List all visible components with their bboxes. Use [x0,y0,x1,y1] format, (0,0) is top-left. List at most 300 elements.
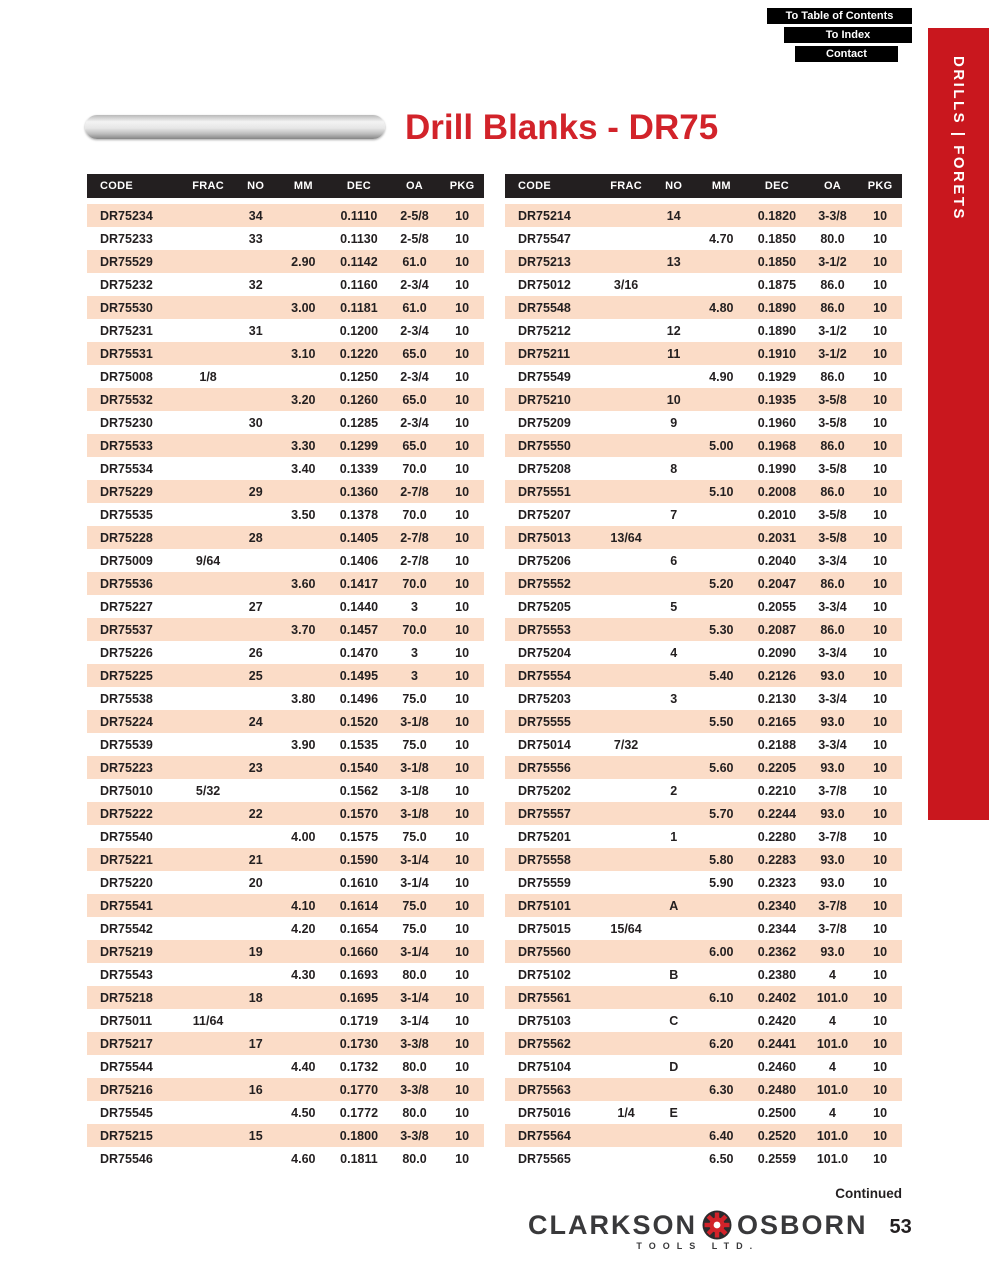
table-cell: DR75229 [100,484,153,499]
table-cell: 0.1535 [339,737,379,752]
table-cell: DR75548 [518,300,571,315]
table-cell: 0.2210 [757,783,797,798]
table-cell: 10 [873,714,888,729]
table-cell: 10 [455,277,470,292]
column-header-no: NO [247,180,265,192]
table-cell: 3 [411,668,418,683]
to-index-button[interactable]: To Index [784,27,912,43]
table-cell: 14 [666,208,681,223]
table-cell: 10 [666,392,681,407]
table-cell: 2-7/8 [400,553,429,568]
table-cell: DR75561 [518,990,571,1005]
table-cell: C [669,1013,679,1028]
table-row [505,802,902,825]
table-cell: DR75232 [100,277,153,292]
table-cell: 5.40 [709,668,734,683]
table-cell: 22 [248,806,263,821]
table-cell: 10 [455,392,470,407]
table-cell: 0.1935 [757,392,797,407]
table-header-row [505,174,902,198]
table-cell: DR75554 [518,668,571,683]
table-cell: 10 [455,714,470,729]
table-cell: 2.90 [291,254,316,269]
table-cell: 3-5/8 [818,530,847,545]
table-cell: 3-1/8 [400,714,429,729]
table-cell: DR75206 [518,553,571,568]
table-cell: 10 [873,1059,888,1074]
table-cell: 0.1732 [339,1059,379,1074]
table-cell: 86.0 [820,576,845,591]
column-header-frac: FRAC [610,180,642,192]
table-cell: 3-1/4 [400,990,429,1005]
table-header-row [87,174,484,198]
table-cell: 10 [455,231,470,246]
table-cell: 0.1160 [340,277,378,292]
table-cell: 25 [248,668,263,683]
table-cell: 3-1/2 [818,254,847,269]
table-cell: 0.1285 [339,415,379,430]
brand-subtitle: TOOLS LTD. [636,1241,760,1251]
table-row [505,986,902,1009]
table-row [87,250,484,273]
table-cell: B [669,967,679,982]
table-cell: 0.1654 [339,921,379,936]
table-cell: 3.30 [291,438,316,453]
table-cell: 27 [248,599,263,614]
table-row [505,894,902,917]
table-cell: 0.1660 [339,944,379,959]
table-cell: 12 [666,323,681,338]
table-cell: DR75204 [518,645,571,660]
table-cell: 3/16 [613,277,639,292]
table-cell: 3-1/4 [400,1013,429,1028]
table-cell: 23 [248,760,263,775]
table-cell: 3-3/8 [400,1128,429,1143]
table-cell: DR75214 [518,208,571,223]
table-cell: DR75212 [518,323,571,338]
table-cell: 4 [829,1105,836,1120]
table-cell: 6.20 [709,1036,734,1051]
page-number: 53 [889,1216,912,1238]
table-cell: DR75219 [100,944,153,959]
table-cell: 4.10 [291,898,316,913]
table-cell: 10 [455,921,470,936]
table-cell: 0.1360 [339,484,379,499]
table-cell: DR75540 [100,829,153,844]
table-row [505,204,902,227]
table-cell: DR75535 [100,507,153,522]
table-cell: DR75531 [100,346,153,361]
table-cell: 0.1540 [339,760,379,775]
table-cell: 3.20 [291,392,316,407]
table-cell: 0.1181 [340,300,378,315]
table-cell: 101.0 [816,1082,849,1097]
table-cell: 0.1496 [339,691,379,706]
table-cell: DR75222 [100,806,153,821]
table-cell: 93.0 [820,668,845,683]
table-row [87,1101,484,1124]
table-cell: 10 [455,530,470,545]
table-row [505,296,902,319]
table-cell: 34 [248,208,263,223]
nav-links [767,8,912,62]
table-cell: 10 [455,415,470,430]
table-body [87,204,484,1170]
table-cell: DR75224 [100,714,153,729]
table-row [505,940,902,963]
table-cell: 10 [873,392,888,407]
table-row [505,595,902,618]
table-cell: 10 [873,622,888,637]
table-cell: 3-7/8 [818,829,847,844]
table-cell: 10 [455,300,470,315]
table-cell: 6 [670,553,678,568]
table-cell: 10 [873,599,888,614]
table-cell: 0.1440 [339,599,379,614]
table-cell: 10 [873,852,888,867]
table-cell: 3-1/8 [400,783,429,798]
table-cell: 86.0 [820,622,845,637]
table-cell: DR75534 [100,461,153,476]
table-row [505,365,902,388]
table-cell: 6.40 [709,1128,734,1143]
table-cell: 10 [873,415,888,430]
page-title: Drill Blanks - DR75 [405,108,719,147]
table-row [505,457,902,480]
table-cell: 10 [873,875,888,890]
table-cell: 0.1417 [339,576,379,591]
table-cell: 75.0 [402,691,427,706]
table-row [505,917,902,940]
table-cell: 0.1220 [339,346,379,361]
table-cell: 0.2460 [757,1059,797,1074]
table-cell: E [669,1105,678,1120]
table-row [87,595,484,618]
table-cell: 4.30 [291,967,316,982]
table-cell: DR75228 [100,530,153,545]
table-cell: 0.1719 [339,1013,379,1028]
table-cell: DR75562 [518,1036,571,1051]
table-cell: DR75538 [100,691,153,706]
table-cell: 65.0 [402,438,427,453]
table-row [87,641,484,664]
table-cell: 3-1/2 [818,346,847,361]
table-cell: 10 [873,369,888,384]
table-cell: DR75103 [518,1013,571,1028]
table-cell: 10 [455,645,470,660]
table-cell: 80.0 [402,967,427,982]
table-cell: 2 [670,783,678,798]
table-cell: 0.2420 [757,1013,797,1028]
table-cell: 0.2244 [757,806,797,821]
table-cell: 86.0 [820,277,845,292]
table-row [87,825,484,848]
gear-logo-icon [702,1210,732,1240]
table-cell: 0.1890 [757,300,797,315]
table-cell: 0.1260 [339,392,379,407]
table-cell: DR75544 [100,1059,153,1074]
table-cell: 2-3/4 [400,323,429,338]
table-cell: 3 [411,599,418,614]
table-cell: 13 [666,254,681,269]
table-cell: DR75551 [518,484,571,499]
table-cell: 6.30 [709,1082,734,1097]
table-cell: DR75213 [518,254,571,269]
table-cell: 0.1130 [340,231,378,246]
table-cell: DR75011 [100,1013,153,1028]
table-cell: DR75217 [100,1036,153,1051]
table-cell: 10 [873,323,888,338]
table-cell: DR75208 [518,461,571,476]
table-cell: 0.1590 [339,852,379,867]
table-cell: 9/64 [195,553,221,568]
table-row [505,411,902,434]
table-cell: 101.0 [816,990,849,1005]
table-cell: 2-3/4 [400,369,429,384]
table-cell: 5.20 [709,576,734,591]
table-cell: 10 [455,668,470,683]
table-cell: 0.2087 [757,622,797,637]
table-cell: DR75202 [518,783,571,798]
table-cell: 0.1772 [339,1105,379,1120]
table-row [505,1147,902,1170]
table-cell: DR75012 [518,277,571,292]
table-cell: 0.2559 [757,1151,797,1166]
table-cell: 3-5/8 [818,461,847,476]
column-header-pkg: PKG [867,180,893,192]
table-cell: 93.0 [820,806,845,821]
table-cell: DR75550 [518,438,571,453]
table-row [87,802,484,825]
table-cell: 10 [873,783,888,798]
table-cell: 3-3/4 [818,691,847,706]
table-cell: DR75101 [518,898,571,913]
table-cell: 61.0 [402,254,427,269]
table-body [505,204,902,1170]
table-cell: 10 [873,484,888,499]
table-row [87,296,484,319]
table-cell: 3-3/4 [818,737,847,752]
table-cell: 6.10 [709,990,734,1005]
table-cell: 10 [455,1013,470,1028]
table-cell: 93.0 [820,760,845,775]
product-table-right [505,174,902,1170]
table-cell: 75.0 [402,921,427,936]
table-cell: 86.0 [820,369,845,384]
table-cell: 0.2344 [757,921,797,936]
table-cell: 3.40 [291,461,316,476]
table-cell: 10 [455,783,470,798]
table-cell: DR75537 [100,622,153,637]
table-cell: 10 [455,346,470,361]
table-cell: 70.0 [402,461,427,476]
column-header-no: NO [665,180,683,192]
table-row [87,319,484,342]
table-cell: DR75533 [100,438,153,453]
table-cell: 10 [873,277,888,292]
table-cell: DR75010 [100,783,153,798]
table-cell: 0.1250 [339,369,379,384]
table-cell: DR75016 [518,1105,571,1120]
table-cell: 3.60 [291,576,316,591]
table-cell: 80.0 [402,1059,427,1074]
table-row [505,825,902,848]
table-cell: 10 [455,967,470,982]
table-cell: D [669,1059,679,1074]
column-header-dec: DEC [346,180,371,192]
table-cell: DR75207 [518,507,571,522]
table-cell: 10 [455,1082,470,1097]
table-cell: 10 [455,806,470,821]
table-cell: 10 [873,208,888,223]
table-cell: 2-3/4 [400,277,429,292]
table-cell: 0.1470 [339,645,379,660]
table-cell: 10 [873,668,888,683]
table-row [87,1055,484,1078]
table-cell: 10 [455,691,470,706]
table-cell: 10 [455,484,470,499]
table-cell: 3-5/8 [818,415,847,430]
table-cell: 75.0 [402,829,427,844]
table-cell: 3-1/8 [400,806,429,821]
table-row [505,273,902,296]
table-row [505,480,902,503]
table-cell: 3-3/8 [400,1082,429,1097]
table-cell: 0.1200 [339,323,379,338]
table-cell: 3.50 [291,507,316,522]
table-cell: 10 [873,1013,888,1028]
table-cell: DR75557 [518,806,571,821]
table-cell: 0.2283 [757,852,797,867]
column-header-dec: DEC [764,180,789,192]
table-cell: 10 [455,461,470,476]
table-cell: 0.1770 [339,1082,379,1097]
product-table-left [87,174,484,1170]
table-row [505,756,902,779]
table-cell: 0.1142 [340,254,378,269]
table-cell: 10 [873,1036,888,1051]
table-cell: 10 [455,1105,470,1120]
table-cell: 10 [873,921,888,936]
table-row [505,1032,902,1055]
table-row [505,1078,902,1101]
table-cell: 10 [873,967,888,982]
table-row [505,733,902,756]
table-cell: 7 [670,507,678,522]
table-cell: 1/4 [617,1105,635,1120]
table-cell: 10 [873,760,888,775]
table-cell: 3-3/8 [818,208,847,223]
table-cell: DR75560 [518,944,571,959]
table-cell: 16 [248,1082,263,1097]
table-cell: 10 [873,1105,888,1120]
table-cell: DR75565 [518,1151,571,1166]
table-cell: DR75555 [518,714,571,729]
table-cell: 10 [455,944,470,959]
column-header-oa: OA [405,180,424,192]
table-row [505,687,902,710]
table-cell: 10 [455,438,470,453]
table-cell: 0.2441 [757,1036,797,1051]
table-cell: 10 [455,369,470,384]
table-cell: 10 [873,530,888,545]
table-cell: 10 [873,231,888,246]
table-cell: DR75014 [518,737,571,752]
table-cell: 10 [455,507,470,522]
table-cell: 0.1968 [757,438,797,453]
table-row [87,434,484,457]
table-cell: 11 [667,346,681,361]
table-cell: 4.60 [291,1151,316,1166]
table-cell: 0.2340 [757,898,797,913]
table-cell: 3.70 [291,622,316,637]
table-cell: DR75205 [518,599,571,614]
table-row [87,204,484,227]
table-cell: 3.90 [291,737,316,752]
table-cell: 5.30 [709,622,734,637]
to-table-of-contents-button[interactable]: To Table of Contents [767,8,912,24]
table-row [505,1009,902,1032]
table-cell: DR75225 [100,668,153,683]
table-cell: 3-5/8 [818,392,847,407]
table-row [505,250,902,273]
table-row [87,457,484,480]
table-cell: 5/32 [195,783,221,798]
table-row [87,480,484,503]
table-cell: 5.00 [709,438,734,453]
table-cell: DR75226 [100,645,153,660]
table-cell: 0.2165 [757,714,797,729]
table-row [505,434,902,457]
table-cell: 80.0 [820,231,845,246]
table-cell: 1 [670,829,678,844]
table-row [505,710,902,733]
table-cell: 0.1299 [339,438,379,453]
table-cell: DR75203 [518,691,571,706]
table-cell: 0.1850 [757,231,797,246]
table-cell: 0.2323 [757,875,797,890]
table-cell: 10 [873,898,888,913]
table-row [87,365,484,388]
table-cell: 3-3/4 [818,553,847,568]
table-cell: 5.70 [709,806,734,821]
table-cell: 10 [455,208,470,223]
table-cell: 2-7/8 [400,530,429,545]
table-cell: 3-3/4 [818,599,847,614]
contact-button[interactable]: Contact [795,46,898,62]
table-cell: 0.1562 [339,783,379,798]
table-cell: 28 [248,530,263,545]
table-cell: 3 [670,691,678,706]
table-cell: 10 [455,1059,470,1074]
table-cell: 11/64 [192,1013,224,1028]
table-row [87,1147,484,1170]
table-row [87,894,484,917]
table-cell: DR75547 [518,231,571,246]
table-cell: 0.2280 [757,829,797,844]
table-cell: 0.2126 [757,668,797,683]
table-row [87,963,484,986]
table-cell: 10 [455,898,470,913]
table-cell: 70.0 [402,622,427,637]
table-row [87,411,484,434]
table-row [505,549,902,572]
table-row [505,572,902,595]
footer [528,1210,912,1251]
table-row [505,526,902,549]
table-row [87,572,484,595]
table-cell: 4 [670,645,678,660]
